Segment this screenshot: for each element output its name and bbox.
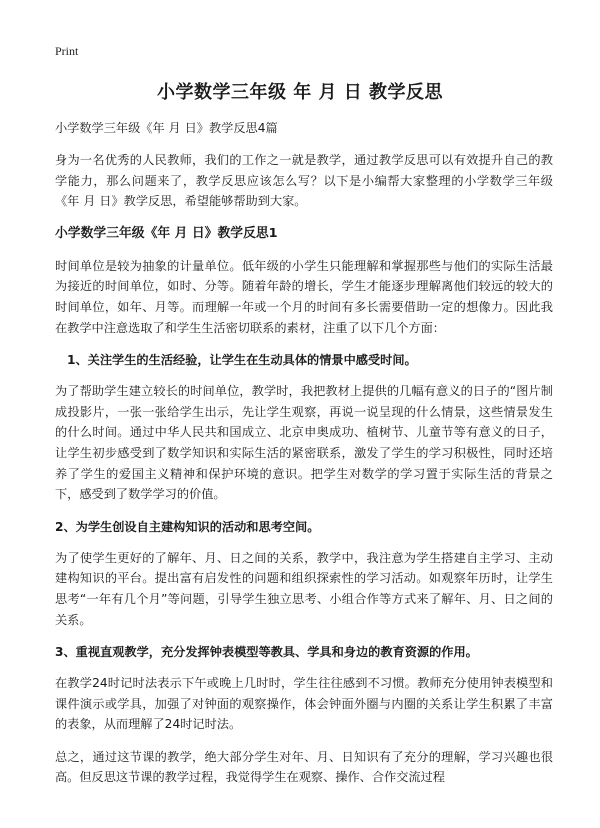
paragraph-time-units: 时间单位是较为抽象的计量单位。低年级的小学生只能理解和掌握那些与他们的实际生活最为接近的时间单位，如时、分等。随着年龄的增长，学生才能逐步理解离他们较远的较大的时间单位，如年、月等。而理解一年或一个月的时间有多长需要借助一定的想像力。因此我在教学中注意选取了和学生生活密切联系的素材，注重了以下几个方面： [55, 258, 553, 335]
point-heading-3: 3、重视直观教学，充分发挥钟表模型等教具、学具和身边的教育资源的作用。 [55, 645, 478, 660]
point-heading-1: 1、关注学生的生活经验，让学生在生动具体的情景中感受时间。 [67, 353, 417, 368]
section-heading-1: 小学数学三年级《年 月 日》教学反思1 [55, 225, 278, 241]
paragraph-summary: 总之，通过这节课的教学，绝大部分学生对年、月、日知识有了充分的理解，学习兴趣也很高。但反思这节课的教学过程，我觉得学生在观察、操作、合作交流过程 [55, 749, 553, 785]
article-body [55, 118, 553, 800]
intro-paragraph: 身为一名优秀的人民教师，我们的工作之一就是教学，通过教学反思可以有效提升自己的教学能力，那么问题来了，教学反思应该怎么写？以下是小编帮大家整理的小学数学三年级《年 月 日》教学反思，希望能够帮助到大家。 [55, 153, 553, 209]
paragraph-self-construction: 为了使学生更好的了解年、月、日之间的关系，教学中，我注意为学生搭建自主学习、主动建构知识的平台。提出富有启发性的问题和组织探索性的学习活动。如观察年历时，让学生思考“一年有几个月”等问题，引导学生独立思考、小组合作等方式来了解年、月、日之间的关系。 [55, 550, 553, 627]
article-subtitle: 小学数学三年级《年 月 日》教学反思4篇 [55, 121, 278, 135]
paragraph-intuitive-teaching: 在教学24时记时法表示下午或晚上几时时，学生往往感到不习惯。教师充分使用钟表模型和课件演示或学具，加强了对钟面的观察操作，体会钟面外圈与内圈的关系让学生积累了丰富的表象，从而理解了24时记时法。 [55, 676, 553, 732]
paragraph-life-experience: 为了帮助学生建立较长的时间单位，教学时，我把教材上提供的几幅有意义的日子的“图片制成投影片，一张一张给学生出示，先让学生观察，再说一说呈现的什么情景，这些情景发生的什么时间。通过中华人民共和国成立、北京申奥成功、植树节、儿童节等有意义的日子，让学生初步感受到了数学知识和实际生活的紧密联系，激发了学生的学习积极性，同时还培养了学生的爱国主义精神和保护环境的意识。把学生对数学的学习置于实际生活的背景之下，感受到了数学学习的价值。 [55, 384, 553, 502]
print-link[interactable]: Print [55, 44, 79, 58]
point-heading-2: 2、为学生创设自主建构知识的活动和思考空间。 [55, 519, 320, 534]
page-title: 小学数学三年级 年 月 日 教学反思 [156, 82, 444, 103]
